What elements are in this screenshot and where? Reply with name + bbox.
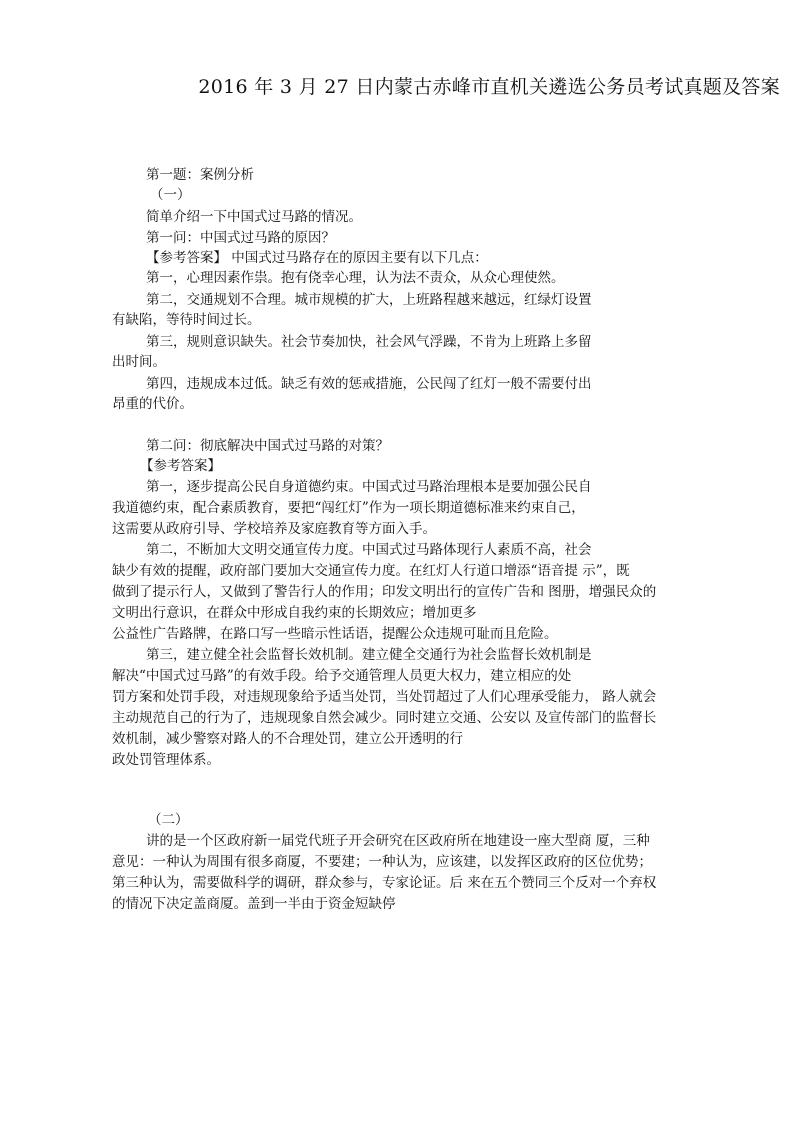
section-heading: 第一题：案例分析 [146, 167, 254, 183]
body-line: 简单介绍一下中国式过马路的情况。 [146, 209, 362, 225]
subsection-marker: （一） [150, 187, 191, 203]
answer-label: 【参考答案】 [140, 458, 221, 474]
body-line: 昂重的代价。 [112, 396, 193, 412]
body-line: 缺少有效的提醒，政府部门要加大交通宣传力度。在红灯人行道口增添“语音提 示”，既 [112, 563, 630, 579]
body-line: 第一，心理因素作祟。抱有侥幸心理，认为法不责众，从众心理使然。 [146, 270, 565, 286]
document-title: 2016 年 3 月 27 日内蒙古赤峰市直机关遴选公务员考试真题及答案 [198, 76, 780, 98]
body-line: 第二，交通规划不合理。城市规模的扩大，上班路程越来越远，红绿灯设置 [146, 292, 592, 308]
body-line: 第四，违规成本过低。缺乏有效的惩戒措施，公民闯了红灯一般不需要付出 [146, 376, 592, 392]
body-line: 文明出行意识，在群众中形成自我约束的长期效应；增加更多 [112, 605, 477, 621]
answer-label-line: 【参考答案】 中国式过马路存在的原因主要有以下几点： [146, 250, 488, 266]
body-line: 第一，逐步提高公民自身道德约束。中国式过马路治理根本是要加强公民自 [146, 479, 592, 495]
body-line: 出时间。 [112, 354, 166, 370]
body-line: 这需要从政府引导、学校培养及家庭教育等方面入手。 [112, 521, 436, 537]
body-line: 第三，建立健全社会监督长效机制。建立健全交通行为社会监督长效机制是 [146, 647, 592, 663]
body-line: 第三，规则意识缺失。社会节奏加快，社会风气浮躁，不肯为上班路上多留 [146, 334, 592, 350]
body-line: 的情况下决定盖商厦。盖到一半由于资金短缺停 [112, 896, 396, 912]
body-line: 第二，不断加大文明交通宣传力度。中国式过马路体现行人素质不高，社会 [146, 542, 592, 558]
body-line: 我道德约束，配合素质教育，要把“闯红灯”作为一项长期道德标准来约束自己， [112, 500, 585, 516]
body-line: 第三种认为，需要做科学的调研，群众参与，专家论证。后 来在五个赞同三个反对一个弃权 [112, 875, 657, 891]
body-line: 罚方案和处罚手段，对违规现象给予适当处罚，当处罚超过了人们心理承受能力， 路人就会 [112, 689, 657, 705]
body-line: 意见：一种认为周围有很多商厦，不要建；一种认为，应该建，以发挥区政府的区位优势； [112, 854, 652, 870]
question-heading: 第二问：彻底解决中国式过马路的对策？ [146, 438, 389, 454]
body-line: 讲的是一个区政府新一届党代班子开会研究在区政府所在地建设一座大型商 厦，三种 [146, 833, 650, 849]
body-line: 政处罚管理体系。 [112, 752, 220, 768]
subsection-marker: （二） [148, 812, 189, 828]
body-line: 做到了提示行人，又做到了警告行人的作用；印发文明出行的宣传广告和 图册，增强民众的 [112, 584, 657, 600]
body-line: 解决“中国式过马路”的有效手段。给予交通管理人员更大权力，建立相应的处 [112, 668, 572, 684]
body-line: 公益性广告路牌，在路口写一些暗示性话语，提醒公众违规可耻而且危险。 [112, 626, 558, 642]
body-line: 主动规范自己的行为了，违规现象自然会减少。同时建立交通、公安以 及宣传部门的监督长 [112, 710, 657, 726]
question-heading: 第一问：中国式过马路的原因？ [146, 230, 335, 246]
body-line: 有缺陷，等待时间过长。 [112, 312, 261, 328]
body-line: 效机制，减少警察对路人的不合理处罚，建立公开透明的行 [112, 731, 463, 747]
